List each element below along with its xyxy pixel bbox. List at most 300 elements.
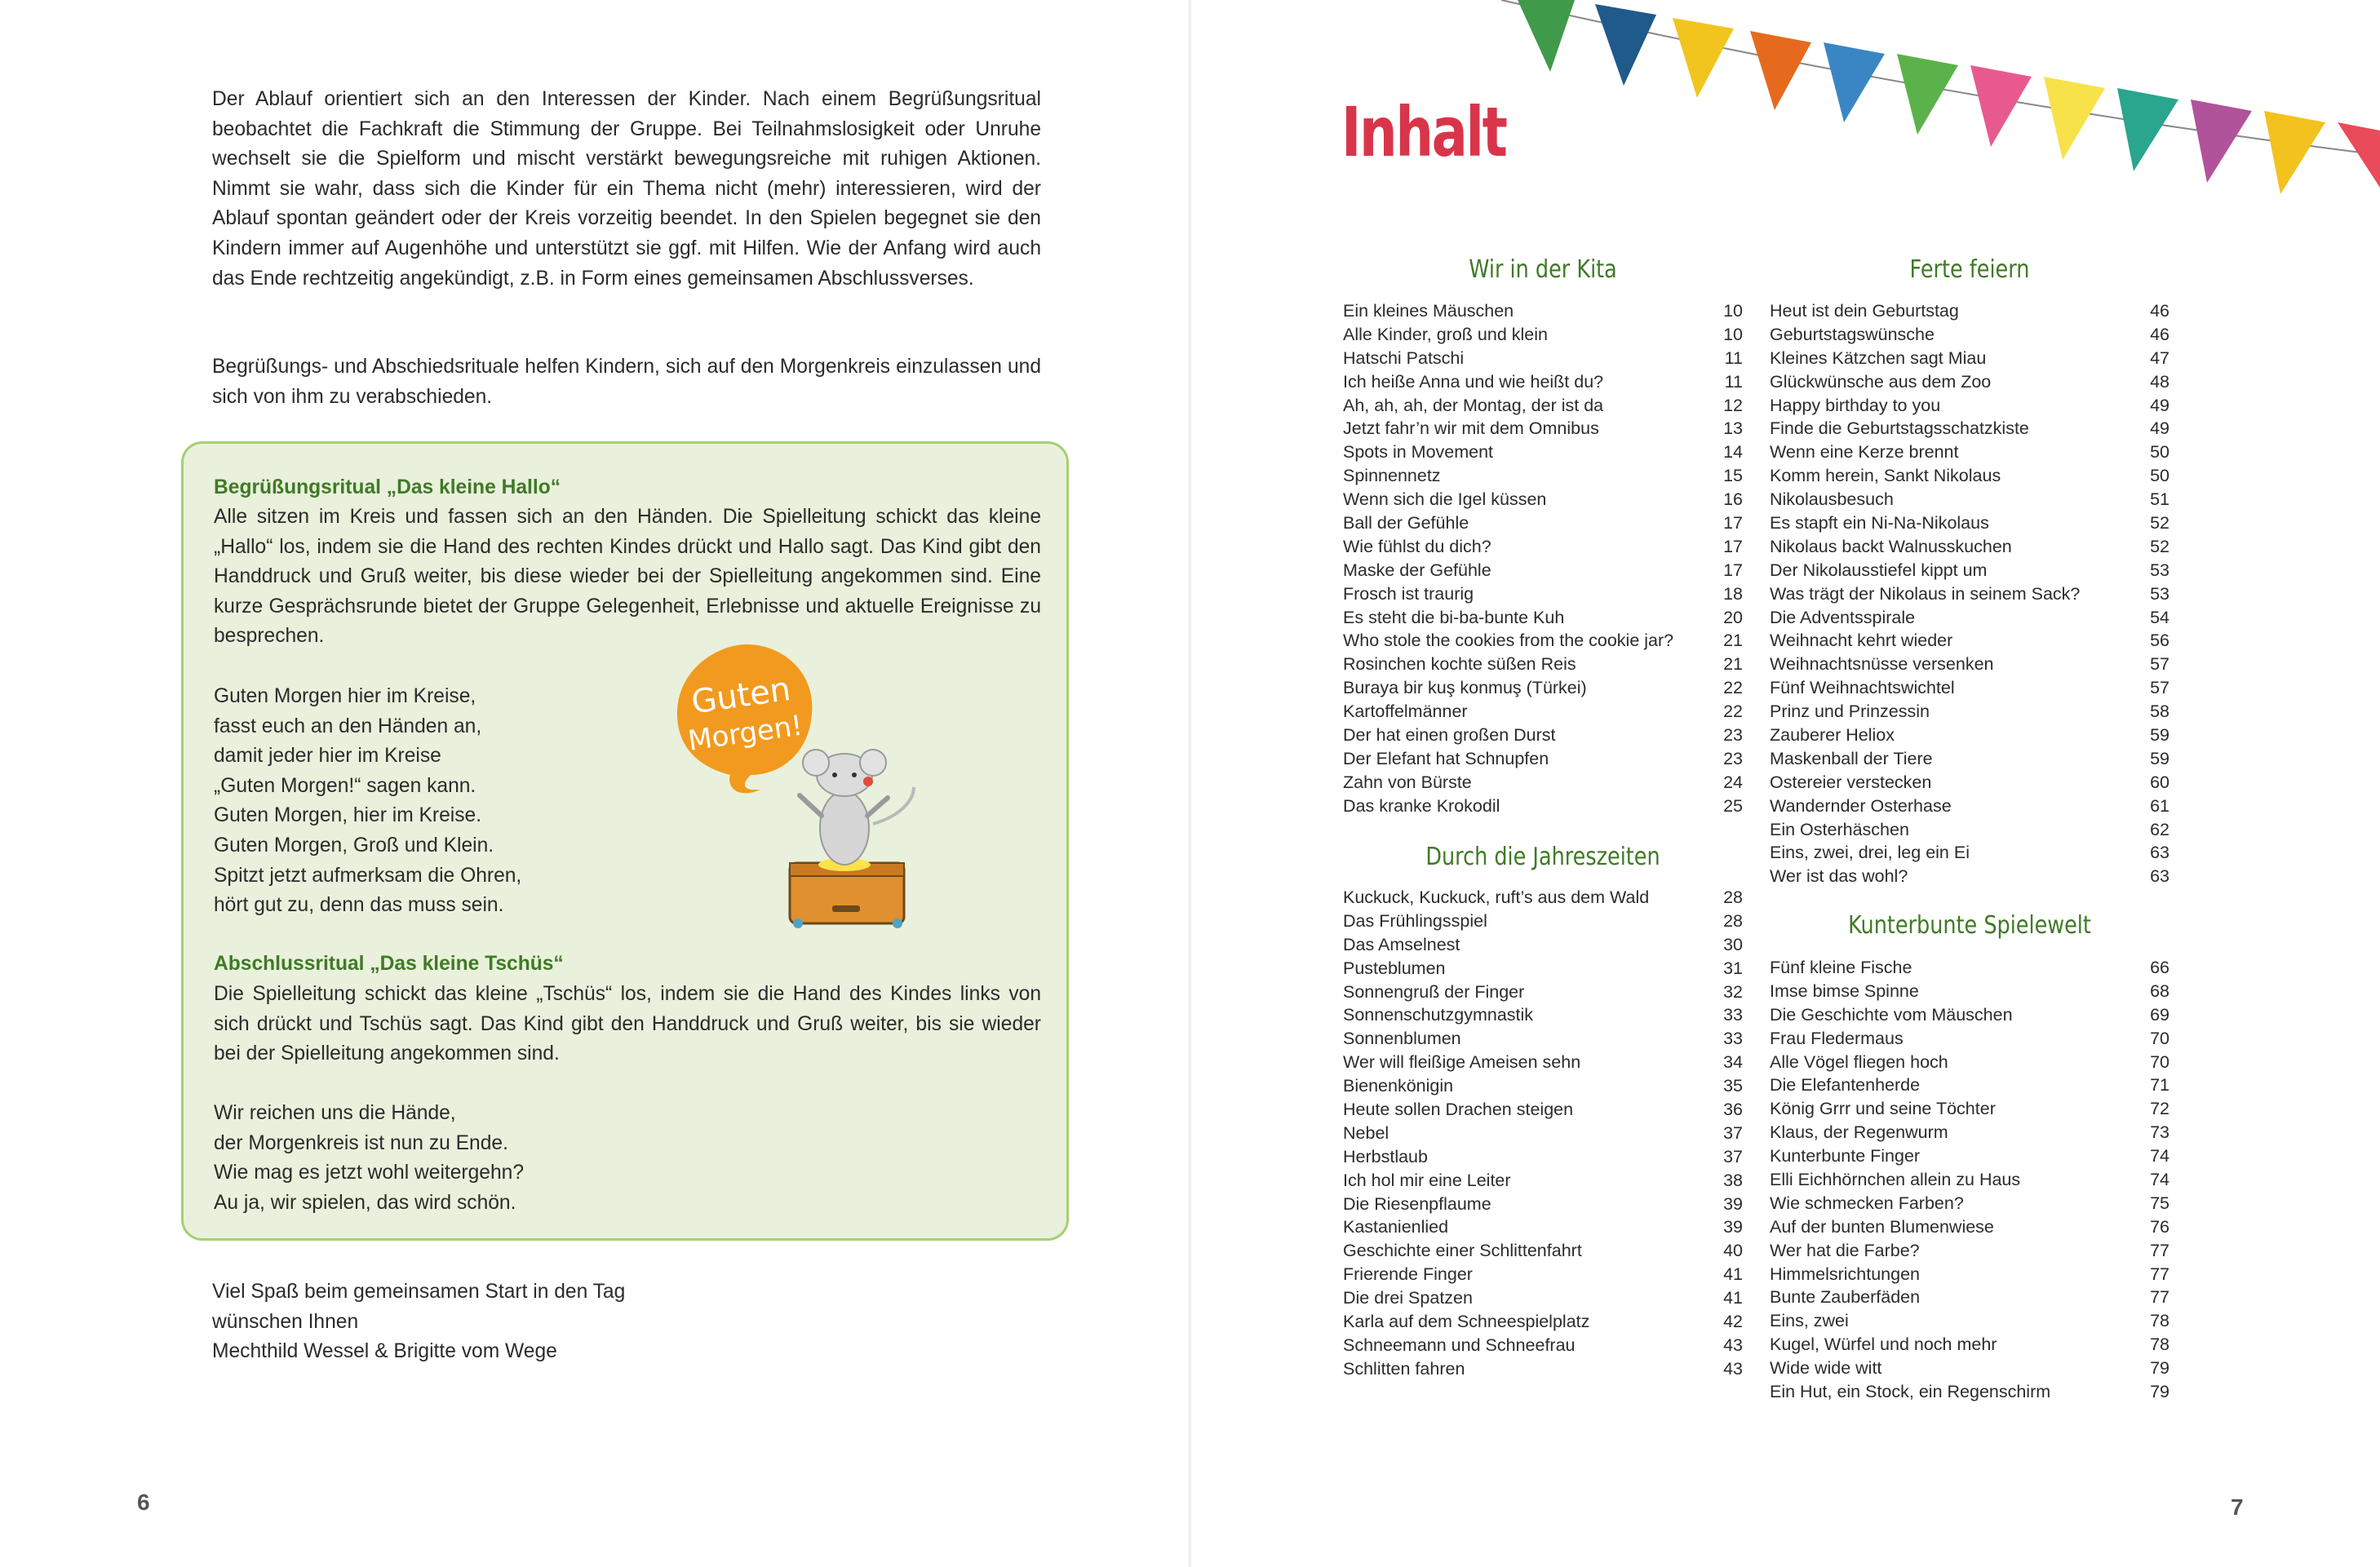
- toc-entry: [1770, 488, 2169, 511]
- toc-entry: [1770, 1309, 2169, 1333]
- closing-line: wünschen Ihnen: [212, 1310, 359, 1333]
- toc-entry-page: 10: [1723, 301, 1743, 321]
- toc-entry: [1343, 582, 1743, 606]
- toc-entry-title: Elli Eichhörnchen allein zu Haus: [1770, 1170, 2021, 1190]
- toc-entry-title: Die Elefantenherde: [1770, 1075, 1921, 1096]
- toc-entry-page: 33: [1723, 1029, 1743, 1049]
- toc-entry-page: 21: [1723, 654, 1743, 675]
- toc-entry: [1343, 1310, 1743, 1334]
- toc-entry-title: Ein Hut, ein Stock, ein Regenschirm: [1770, 1382, 2051, 1402]
- toc-entry: [1770, 299, 2169, 323]
- verse-line: Spitzt jetzt aufmerksam die Ohren,: [214, 864, 522, 887]
- toc-entry-title: Sonnenschutzgymnastik: [1343, 1005, 1534, 1025]
- toc-entry: [1770, 1027, 2169, 1051]
- toc-entry: [1343, 1027, 1743, 1051]
- verse-line: Guten Morgen hier im Kreise,: [214, 685, 476, 707]
- toc-heading: Inhalt: [1341, 92, 1506, 172]
- toc-entry: [1343, 394, 1743, 418]
- toc-entry-page: 61: [2150, 795, 2169, 816]
- toc-entry-page: 77: [2150, 1240, 2169, 1260]
- toc-entry-page: 41: [1723, 1264, 1743, 1285]
- toc-entry: [1343, 1003, 1743, 1027]
- toc-entry-page: 25: [1723, 795, 1743, 816]
- toc-entry-page: 30: [1723, 934, 1743, 954]
- toc-entry-page: 75: [2150, 1193, 2169, 1213]
- toc-entry-title: Fünf kleine Fische: [1770, 958, 1912, 977]
- toc-entry: [1770, 1192, 2169, 1215]
- verse-line: Au ja, wir spielen, das wird schön.: [214, 1191, 516, 1214]
- toc-entry-page: 16: [1723, 489, 1743, 510]
- pennant-icon: [1673, 18, 1734, 98]
- toc-entry-title: Zahn von Bürste: [1343, 772, 1472, 792]
- toc-entry: [1343, 629, 1743, 653]
- toc-entry-title: Der hat einen großen Durst: [1343, 725, 1556, 746]
- toc-entry-page: 39: [1723, 1217, 1743, 1237]
- toc-entry: [1343, 1334, 1743, 1357]
- toc-entry-title: Wer hat die Farbe?: [1770, 1240, 1920, 1260]
- pennant-icon: [2191, 100, 2252, 183]
- toc-entry: [1770, 653, 2169, 676]
- toc-entry-title: Kastanienlied: [1343, 1217, 1449, 1237]
- toc-entry-title: Die Adventsspirale: [1770, 607, 1916, 627]
- toc-entry: [1343, 323, 1743, 347]
- toc-entry-title: Wer will fleißige Ameisen sehn: [1343, 1052, 1581, 1073]
- rituals-paragraph: Begrüßungs- und Abschiedsrituale helfen Kindern, sich auf den Morgenkreis einzulassen und sich von ihm zu verabschieden.: [212, 356, 1041, 408]
- pennant-icon: [1824, 42, 1885, 122]
- toc-entry-title: Das Amselnest: [1343, 934, 1460, 954]
- toc-entry-title: Klaus, der Regenwurm: [1770, 1122, 1948, 1143]
- toc-entry: [1770, 771, 2169, 795]
- speech-bubble-line: Guten: [689, 670, 793, 722]
- toc-entry: [1770, 440, 2169, 464]
- toc-entry-title: Eins, zwei, drei, leg ein Ei: [1770, 843, 1970, 863]
- toc-entry: [1343, 1122, 1743, 1145]
- toc-entry-page: 46: [2150, 324, 2169, 344]
- toc-entry-page: 17: [1723, 513, 1743, 533]
- toc-entry-page: 58: [2150, 702, 2169, 722]
- toc-entry: [1770, 747, 2169, 771]
- toc-entry-page: 50: [2150, 442, 2169, 463]
- toc-entry-title: Wie fühlst du dich?: [1343, 536, 1491, 556]
- toc-entry-page: 69: [2150, 1004, 2169, 1025]
- toc-entry-page: 28: [1723, 910, 1743, 931]
- verse-line: damit jeder hier im Kreise: [214, 745, 441, 768]
- toc-entry: [1343, 440, 1743, 464]
- toc-entry-page: 36: [1723, 1100, 1743, 1120]
- toc-entry-title: Schneemann und Schneefrau: [1343, 1335, 1576, 1355]
- toc-entry-title: Komm herein, Sankt Nikolaus: [1770, 466, 2001, 486]
- toc-entry-title: Who stole the cookies from the cookie jar?: [1343, 631, 1674, 651]
- toc-entry: [1343, 910, 1743, 933]
- toc-entry-page: 71: [2150, 1075, 2169, 1096]
- toc-entry-page: 33: [1723, 1005, 1743, 1025]
- speech-bubble-line: Morgen!: [685, 709, 805, 758]
- toc-entry-title: Herbstlaub: [1343, 1146, 1428, 1166]
- toc-entry-title: Wie schmecken Farben?: [1770, 1193, 1964, 1213]
- toc-entry-title: Heut ist dein Geburtstag: [1770, 301, 1959, 321]
- page-number-right: 7: [2231, 1494, 2244, 1520]
- toc-entry-page: 54: [2150, 607, 2169, 627]
- toc-entry-page: 20: [1723, 607, 1743, 627]
- toc-entry-page: 12: [1723, 395, 1743, 415]
- verse-line: Wie mag es jetzt wohl weitergehn?: [214, 1162, 525, 1184]
- toc-entry-title: Happy birthday to you: [1770, 395, 1941, 415]
- toc-entry-title: Der Elefant hat Schnupfen: [1343, 748, 1549, 768]
- toc-entry-title: Alle Kinder, groß und klein: [1343, 324, 1548, 344]
- toc-entry-title: Die drei Spatzen: [1343, 1288, 1473, 1308]
- toc-entry-title: Weihnachtsnüsse versenken: [1770, 654, 1994, 675]
- toc-list: [1770, 956, 2169, 1404]
- toc-entry: [1343, 747, 1743, 771]
- toc-entry-title: Das kranke Krokodil: [1343, 795, 1500, 816]
- toc-entry-title: Es steht die bi-ba-bunte Kuh: [1343, 607, 1565, 627]
- toc-entry-page: 37: [1723, 1146, 1743, 1166]
- closing-line: Viel Spaß beim gemeinsamen Start in den Tag: [212, 1281, 626, 1303]
- toc-entry-title: König Grrr und seine Töchter: [1770, 1099, 1996, 1119]
- toc-entry-title: Himmelsrichtungen: [1770, 1264, 1921, 1284]
- toc-entry-page: 76: [2150, 1216, 2169, 1237]
- toc-entry-page: 79: [2150, 1358, 2169, 1379]
- toc-entry-title: Wandernder Osterhase: [1770, 795, 1952, 816]
- toc-entry-page: 23: [1723, 748, 1743, 768]
- toc-entry: [1770, 700, 2169, 724]
- toc-entry-title: Finde die Geburtstagsschatzkiste: [1770, 418, 2029, 439]
- toc-entry: [1343, 1239, 1743, 1263]
- toc-entry-title: Was trägt der Nikolaus in seinem Sack?: [1770, 583, 2081, 604]
- toc-entry-title: Ball der Gefühle: [1343, 513, 1469, 533]
- toc-entry-title: Pusteblumen: [1343, 958, 1446, 978]
- greeting-ritual-title: Begrüßungsritual „Das kleine Hallo“: [214, 476, 561, 498]
- toc-entry: [1343, 771, 1743, 795]
- pennant-icon: [2044, 77, 2105, 160]
- toc-entry-page: 66: [2150, 958, 2169, 977]
- toc-entry: [1343, 795, 1743, 818]
- toc-entry-page: 23: [1723, 725, 1743, 746]
- toc-entry-page: 31: [1723, 958, 1743, 978]
- toc-entry: [1770, 865, 2169, 888]
- toc-entry-page: 59: [2150, 748, 2169, 768]
- pennant-icon: [2338, 122, 2380, 188]
- toc-entry: [1770, 1121, 2169, 1144]
- toc-entry: [1770, 1286, 2169, 1309]
- toc-entry-page: 79: [2150, 1382, 2169, 1402]
- toc-entry-page: 52: [2150, 513, 2169, 533]
- toc-entry-page: 17: [1723, 536, 1743, 556]
- toc-entry-page: 59: [2150, 725, 2169, 746]
- toc-entry-title: Geburtstagswünsche: [1770, 324, 1935, 344]
- toc-entry-title: Bunte Zauberfäden: [1770, 1287, 1921, 1308]
- verse-line: Guten Morgen, Groß und Klein.: [214, 834, 494, 857]
- section-title: Durch die Jahreszeiten: [1425, 843, 1660, 871]
- toc-entry: [1770, 629, 2169, 653]
- toc-entry: [1343, 886, 1743, 910]
- toc-entry: [1343, 1098, 1743, 1122]
- verse-line: der Morgenkreis ist nun zu Ende.: [214, 1131, 508, 1154]
- toc-entry: [1770, 1097, 2169, 1121]
- toc-entry: [1343, 1051, 1743, 1074]
- toc-entry: [1770, 559, 2169, 582]
- toc-entry: [1770, 1168, 2169, 1192]
- toc-entry-page: 49: [2150, 418, 2169, 439]
- toc-entry-title: Eins, zwei: [1770, 1311, 1849, 1331]
- page-number-left: 6: [137, 1490, 150, 1515]
- toc-entry-title: Der Nikolausstiefel kippt um: [1770, 560, 1988, 580]
- toc-entry-page: 77: [2150, 1287, 2169, 1308]
- toc-entry: [1343, 1074, 1743, 1098]
- toc-entry: [1770, 606, 2169, 630]
- toc-entry: [1770, 1215, 2169, 1239]
- toc-entry-page: 51: [2150, 489, 2169, 510]
- toc-entry: [1770, 535, 2169, 559]
- toc-entry-title: Ostereier verstecken: [1770, 772, 1932, 792]
- toc-entry-page: 52: [2150, 536, 2169, 556]
- toc-entry-title: Glückwünsche aus dem Zoo: [1770, 371, 1992, 392]
- toc-entry-page: 74: [2150, 1146, 2169, 1166]
- toc-entry: [1770, 795, 2169, 818]
- toc-entry: [1770, 370, 2169, 394]
- farewell-ritual-title: Abschlussritual „Das kleine Tschüs“: [214, 953, 564, 975]
- toc-entry-page: 57: [2150, 654, 2169, 675]
- section-title: Kunterbunte Spielewelt: [1848, 911, 2091, 940]
- toc-entry-title: Frosch ist traurig: [1343, 583, 1474, 604]
- toc-entry: [1770, 1380, 2169, 1404]
- toc-entry-page: 43: [1723, 1358, 1743, 1379]
- verse-line: Wir reichen uns die Hände,: [214, 1102, 456, 1124]
- toc-entry-page: 18: [1723, 583, 1743, 604]
- toc-entry: [1343, 299, 1743, 323]
- toc-entry-page: 10: [1723, 324, 1743, 344]
- toc-entry: [1343, 606, 1743, 630]
- toc-entry-title: Die Riesenpflaume: [1343, 1193, 1491, 1214]
- toc-entry: [1343, 1263, 1743, 1286]
- pennant-icon: [1897, 54, 1958, 135]
- toc-entry-page: 60: [2150, 772, 2169, 792]
- toc-entry: [1770, 511, 2169, 535]
- verse-line: „Guten Morgen!“ sagen kann.: [214, 774, 476, 797]
- toc-entry-page: 56: [2150, 631, 2169, 651]
- toc-entry-page: 78: [2150, 1311, 2169, 1331]
- toc-entry-page: 47: [2150, 347, 2169, 368]
- toc-entry: [1343, 980, 1743, 1004]
- mouse-illustration: [669, 644, 938, 946]
- toc-entry-page: 50: [2150, 466, 2169, 486]
- toc-entry-page: 39: [1723, 1193, 1743, 1214]
- toc-entry: [1343, 653, 1743, 676]
- toc-list: [1343, 299, 1743, 818]
- toc-entry-page: 24: [1723, 772, 1743, 792]
- toc-entry-title: Nikolaus backt Walnusskuchen: [1770, 536, 2012, 556]
- toc-entry-page: 72: [2150, 1099, 2169, 1119]
- toc-entry: [1770, 956, 2169, 980]
- toc-entry-page: 77: [2150, 1264, 2169, 1284]
- toc-entry-title: Nikolausbesuch: [1770, 489, 1894, 510]
- toc-entry-title: Heute sollen Drachen steigen: [1343, 1100, 1574, 1120]
- toc-entry-title: Ich heiße Anna und wie heißt du?: [1343, 371, 1604, 392]
- toc-entry-title: Rosinchen kochte süßen Reis: [1343, 654, 1576, 675]
- pennant-icon: [1750, 31, 1811, 110]
- toc-entry-title: Kleines Kätzchen sagt Miau: [1770, 347, 1987, 368]
- toc-entry-title: Ein Osterhäschen: [1770, 819, 1909, 839]
- toc-list: [1770, 299, 2169, 888]
- verse-line: hört gut zu, denn das muss sein.: [214, 894, 504, 917]
- toc-entry-title: Karla auf dem Schneespielplatz: [1343, 1312, 1590, 1332]
- toc-entry-page: 11: [1724, 371, 1743, 392]
- toc-entry-title: Spots in Movement: [1343, 442, 1494, 463]
- toc-entry-page: 70: [2150, 1051, 2169, 1072]
- toc-entry: [1343, 676, 1743, 700]
- toc-entry-title: Bienenkönigin: [1343, 1076, 1454, 1096]
- toc-entry-page: 63: [2150, 866, 2169, 887]
- toc-entry-page: 11: [1724, 347, 1743, 368]
- toc-entry: [1770, 1144, 2169, 1168]
- toc-entry-page: 32: [1723, 981, 1743, 1002]
- toc-entry-title: Wenn sich die Igel küssen: [1343, 489, 1547, 510]
- toc-entry-page: 53: [2150, 560, 2169, 580]
- toc-entry-title: Kunterbunte Finger: [1770, 1146, 1921, 1166]
- toc-entry-title: Wenn eine Kerze brennt: [1770, 442, 1959, 463]
- toc-entry: [1770, 582, 2169, 606]
- toc-entry: [1770, 980, 2169, 1003]
- farewell-verse: [214, 1099, 524, 1218]
- toc-entry-title: Sonnenblumen: [1343, 1029, 1461, 1049]
- toc-entry: [1343, 1193, 1743, 1216]
- toc-entry-title: Es stapft ein Ni-Na-Nikolaus: [1770, 513, 1989, 533]
- toc-entry-title: Frau Fledermaus: [1770, 1028, 1904, 1048]
- toc-entry-page: 13: [1723, 418, 1743, 439]
- toc-entry-page: 70: [2150, 1028, 2169, 1048]
- toc-entry: [1343, 1215, 1743, 1239]
- toc-entry-title: Nebel: [1343, 1122, 1389, 1143]
- toc-entry-page: 48: [2150, 371, 2169, 392]
- toc-entry-title: Das Frühlingsspiel: [1343, 910, 1487, 931]
- toc-entry: [1343, 1357, 1743, 1381]
- toc-entry-page: 62: [2150, 819, 2169, 839]
- right-page: [1191, 0, 2380, 1567]
- toc-entry-title: Wide wide witt: [1770, 1358, 1882, 1379]
- toc-entry-title: Frierende Finger: [1343, 1264, 1473, 1285]
- toc-entry: [1343, 700, 1743, 724]
- toc-entry: [1770, 1239, 2169, 1263]
- pennant-icon: [1970, 65, 2032, 147]
- toc-entry-page: 40: [1723, 1241, 1743, 1261]
- toc-entry-title: Ein kleines Mäuschen: [1343, 301, 1514, 321]
- toc-entry-page: 43: [1723, 1335, 1743, 1355]
- toc-entry: [1770, 676, 2169, 700]
- toc-entry: [1343, 464, 1743, 488]
- pennant-icon: [2117, 88, 2178, 171]
- toc-entry-title: Zauberer Heliox: [1770, 725, 1895, 746]
- toc-entry-title: Imse bimse Spinne: [1770, 980, 1919, 1001]
- toc-entry-page: 22: [1723, 678, 1743, 698]
- greeting-ritual-text: Alle sitzen im Kreis und fassen sich an den Händen. Die Spielleitung schickt das kleine „Hallo“ los, indem sie die Hand des rechten Kindes drückt und Hallo sagt. Das Kind gibt den Handdruck und Gruß weiter, bis diese wieder bei der Spielleitung angekommen sind. Eine kurze Gesprächsrunde bietet der Gruppe Gelegenheit, Erlebnisse und aktuelle Ereignisse zu besprechen.: [214, 506, 1041, 648]
- toc-entry: [1770, 417, 2169, 440]
- toc-entry: [1343, 957, 1743, 980]
- toc-entry: [1343, 511, 1743, 535]
- toc-entry: [1343, 1169, 1743, 1193]
- section-title: Ferte feiern: [1909, 255, 2030, 284]
- toc-entry: [1770, 347, 2169, 370]
- verse-line: fasst euch an den Händen an,: [214, 715, 482, 737]
- toc-entry: [1770, 724, 2169, 747]
- toc-entry-page: 17: [1723, 560, 1743, 580]
- mouse-icon: [800, 750, 914, 865]
- toc-entry-title: Maske der Gefühle: [1343, 560, 1491, 580]
- toc-entry-page: 21: [1723, 631, 1743, 651]
- closing-signature: [212, 1277, 625, 1367]
- toc-entry: [1343, 559, 1743, 582]
- toc-entry-title: Wer ist das wohl?: [1770, 866, 1908, 887]
- toc-entry-page: 53: [2150, 583, 2169, 604]
- toc-entry-title: Kugel, Würfel und noch mehr: [1770, 1335, 1997, 1355]
- toc-entry-title: Sonnengruß der Finger: [1343, 981, 1525, 1002]
- toc-entry-title: Geschichte einer Schlittenfahrt: [1343, 1241, 1582, 1261]
- toc-entry: [1770, 1073, 2169, 1097]
- toc-entry: [1770, 464, 2169, 488]
- toc-entry: [1343, 535, 1743, 559]
- toc-entry-title: Weihnacht kehrt wieder: [1770, 631, 1953, 651]
- toc-entry-page: 63: [2150, 843, 2169, 863]
- toc-entry: [1770, 394, 2169, 418]
- toc-entry: [1343, 724, 1743, 747]
- toc-entry-page: 28: [1723, 888, 1743, 907]
- greeting-verse: [214, 682, 521, 921]
- toc-entry-page: 35: [1723, 1076, 1743, 1096]
- toc-entry-page: 73: [2150, 1122, 2169, 1143]
- toc-entry: [1343, 1286, 1743, 1310]
- toc-entry-title: Fünf Weihnachtswichtel: [1770, 678, 1955, 698]
- toc-entry-page: 68: [2150, 980, 2169, 1001]
- toc-entry-page: 78: [2150, 1335, 2169, 1355]
- toc-entry-page: 41: [1723, 1288, 1743, 1308]
- toc-entry: [1343, 370, 1743, 394]
- toc-entry: [1770, 1003, 2169, 1027]
- toc-entry-title: Buraya bir kuş konmuş (Türkei): [1343, 678, 1587, 698]
- toc-entry-title: Auf der bunten Blumenwiese: [1770, 1216, 1994, 1237]
- toc-entry-page: 74: [2150, 1170, 2169, 1190]
- toc-entry: [1770, 323, 2169, 347]
- toc-entry-title: Ich hol mir eine Leiter: [1343, 1170, 1511, 1190]
- toc-entry: [1770, 1263, 2169, 1286]
- toc-entry-page: 57: [2150, 678, 2169, 698]
- verse-line: Guten Morgen, hier im Kreise.: [214, 804, 482, 827]
- toc-entry-page: 42: [1723, 1312, 1743, 1332]
- toc-entry-page: 34: [1723, 1052, 1743, 1073]
- toc-list: [1343, 886, 1743, 1381]
- toc-entry-title: Kartoffelmänner: [1343, 702, 1468, 722]
- toc-entry: [1770, 1357, 2169, 1380]
- toc-entry-page: 22: [1723, 702, 1743, 722]
- pennant-icon: [2264, 111, 2325, 194]
- toc-entry-page: 49: [2150, 395, 2169, 415]
- toc-entry: [1770, 841, 2169, 865]
- toc-entry: [1343, 347, 1743, 370]
- toc-entry: [1343, 488, 1743, 511]
- toc-entry-title: Alle Vögel fliegen hoch: [1770, 1051, 1948, 1072]
- farewell-ritual-text: Die Spielleitung schickt das kleine „Tschüs“ los, indem sie die Hand des Kindes links von sich drückt und Tschüs sagt. Das Kind gibt den Handdruck und Gruß weiter, bis sie wieder bei der Spielleitung angekommen sind.: [214, 983, 1041, 1065]
- toc-entry-title: Maskenball der Tiere: [1770, 748, 1933, 768]
- toc-entry-title: Die Geschichte vom Mäuschen: [1770, 1004, 2013, 1025]
- toc-entry: [1770, 1333, 2169, 1357]
- toc-entry-title: Ah, ah, ah, der Montag, der ist da: [1343, 395, 1604, 415]
- toc-entry: [1343, 933, 1743, 957]
- toc-entry: [1770, 818, 2169, 842]
- section-title: Wir in der Kita: [1469, 255, 1617, 284]
- toc-entry: [1343, 417, 1743, 440]
- toc-entry-page: 37: [1723, 1122, 1743, 1143]
- toc-entry-title: Jetzt fahr’n wir mit dem Omnibus: [1343, 418, 1599, 439]
- toc-entry-page: 38: [1723, 1170, 1743, 1190]
- intro-paragraph: Der Ablauf orientiert sich an den Interessen der Kinder. Nach einem Begrüßungsritual beobachtet die Fachkraft die Stimmung der Gruppe. Bei Teilnahmslosigkeit oder Unruhe wechselt sie die Spielform und mischt verstärkt bewegungsreiche mit ruhigen Aktionen. Nimmt sie wahr, dass sich die Kinder für ein Thema nicht (mehr) interessieren, wird der Ablauf spontan geändert oder der Kreis vorzeitig beendet. In den Spielen begegnet sie den Kindern immer auf Augenhöhe und unterstützt sie ggf. mit Hilfen. Wie der Anfang wird auch das Ende rechtzeitig angekündigt, z.B. in Form eines gemeinsamen Abschlussverses.: [212, 88, 1041, 290]
